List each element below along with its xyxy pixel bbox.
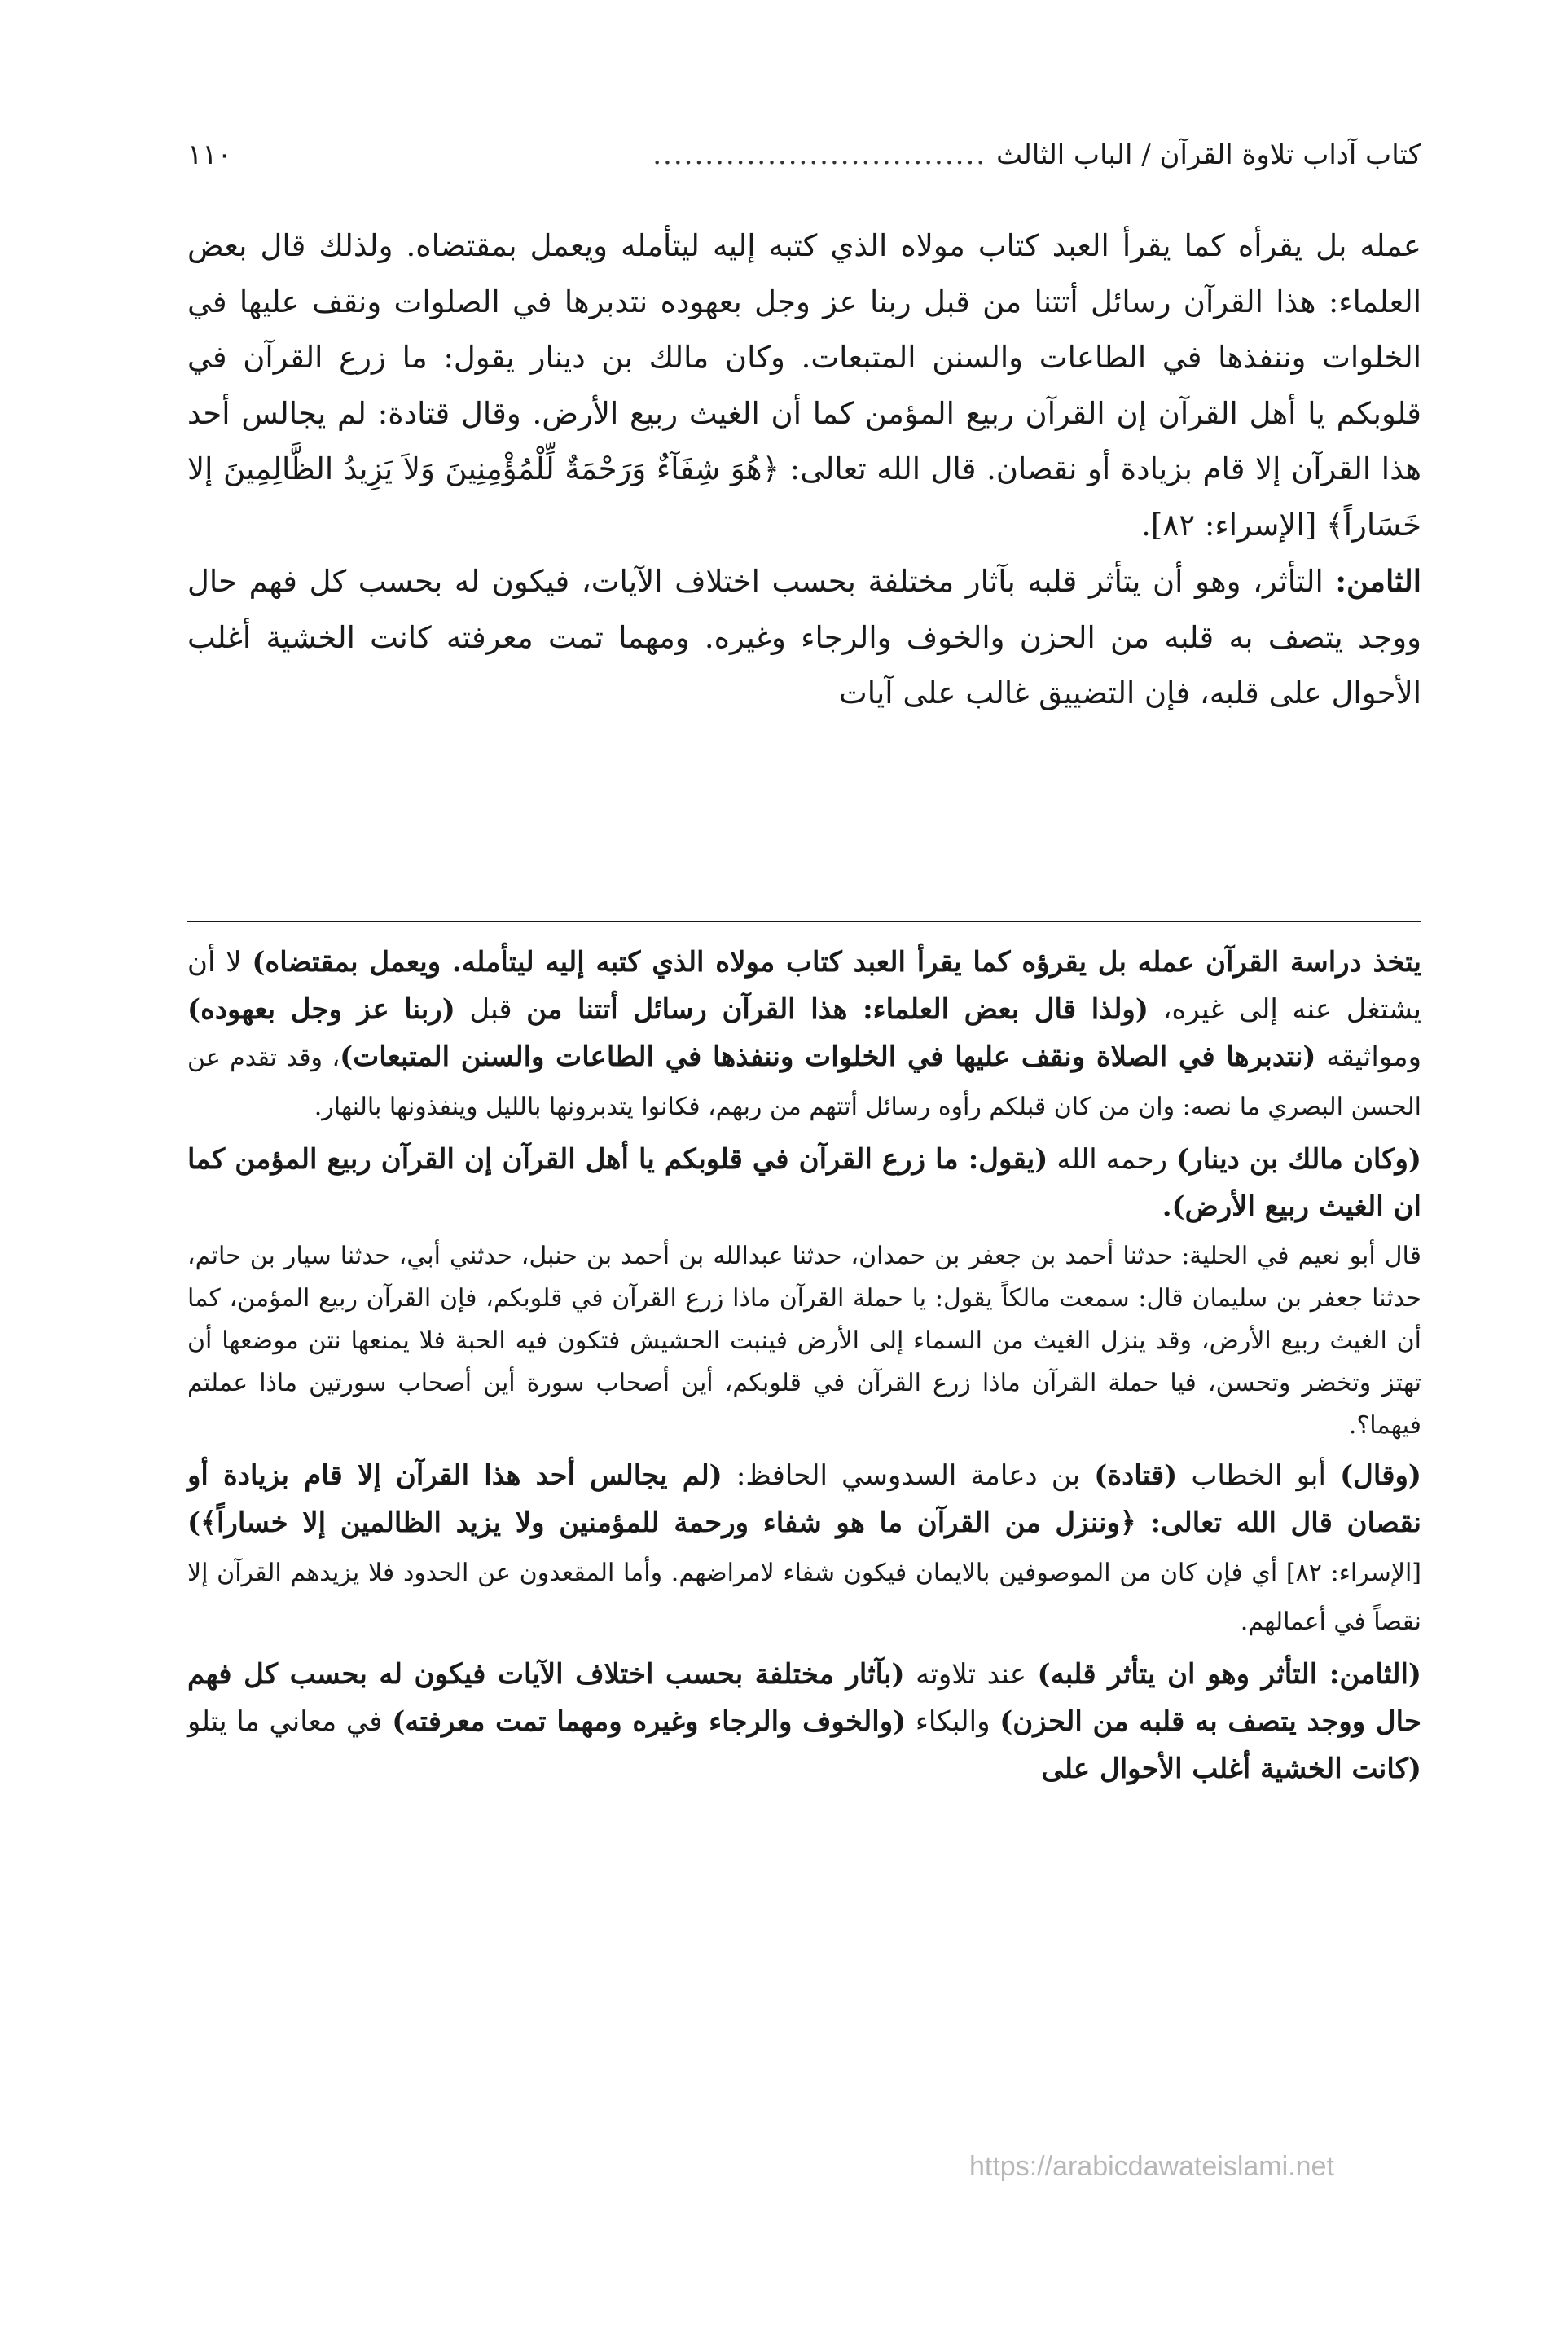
commentary-gloss: ، وقد تقدم عن الحسن البصري ما نصه: وان من كان قبلكم رأوه رسائل أتتهم من ربهم، فكانوا يتدبرونها بالليل وينفذونها بالنهار.: [187, 1044, 1421, 1121]
section-label-eighth: الثامن:: [1335, 563, 1421, 599]
commentary-paragraph-5: [187, 1651, 1421, 1793]
commentary-gloss: رحمه الله: [1048, 1143, 1177, 1176]
main-paragraph-2: [187, 553, 1421, 722]
commentary-gloss: في معاني ما يتلو: [187, 1705, 393, 1738]
commentary-quote: (لم يجالس أحد هذا القرآن إلا قام بزيادة أو نقصان قال الله تعالى: ﴿وننزل من القرآن ما هو شفاء ورحمة للمؤمنين ولا يزيد الظالمين إلا خساراً﴾): [187, 1459, 1421, 1539]
commentary-paragraph-2: [187, 1136, 1421, 1230]
book-page: [187, 122, 1421, 2175]
footnote-divider: [187, 921, 1421, 922]
commentary-quote: (وكان مالك بن دينار): [1176, 1143, 1421, 1176]
main-text: [187, 218, 1421, 722]
commentary: [187, 939, 1421, 1797]
running-title-group: [652, 139, 1421, 171]
commentary-gloss: لا أن يشتغل عنه إلى غيره،: [187, 946, 1421, 1026]
commentary-gloss: [الإسراء: ٨٢] أي فإن كان من الموصوفين بالايمان فيكون شفاء لامراضهم. وأما المقعدون عن الحدود فلا يزيدهم القرآن إلا نقصاً في أعمالهم.: [187, 1559, 1421, 1636]
commentary-quote: (الثامن: التأثر وهو ان يتأثر قلبه): [1037, 1658, 1421, 1691]
commentary-gloss: بن دعامة السدوسي الحافظ:: [722, 1459, 1095, 1492]
commentary-gloss: ومواثيقه: [1315, 1040, 1422, 1073]
commentary-quote: (قتادة): [1094, 1459, 1178, 1492]
commentary-gloss: والبكاء: [906, 1705, 1000, 1738]
commentary-quote: (والخوف والرجاء وغيره ومهما تمت معرفته): [392, 1705, 907, 1738]
commentary-quote: (بآثار مختلفة بحسب اختلاف الآيات فيكون له بحسب كل فهم حال ووجد يتصف به قلبه من الحزن): [187, 1658, 1421, 1738]
main-paragraph-2-text: التأثر، وهو أن يتأثر قلبه بآثار مختلفة بحسب اختلاف الآيات، فيكون له بحسب كل فهم حال ووجد يتصف به قلبه من الحزن والخوف والرجاء وغيره. ومهما تمت معرفته كانت الخشية أغلب الأحوال على قلبه، فإن التضييق غالب على آيات: [187, 564, 1421, 710]
commentary-quote: (كانت الخشية أغلب الأحوال على: [1041, 1753, 1421, 1785]
page-header: [187, 122, 1421, 171]
commentary-gloss: قبل: [455, 993, 527, 1026]
site-watermark: https://arabicdawateislami.net: [969, 2151, 1334, 2182]
commentary-quote: (يقول: ما زرع القرآن في قلوبكم يا أهل القرآن إن القرآن ربيع المؤمن كما ان الغيث ربيع الأرض).: [187, 1143, 1421, 1223]
commentary-quote: (ولذا قال بعض العلماء: هذا القرآن رسائل أتتنا من: [526, 993, 1149, 1026]
running-title: كتاب آداب تلاوة القرآن / الباب الثالث: [996, 139, 1421, 171]
commentary-gloss: أبو الخطاب: [1177, 1459, 1341, 1492]
commentary-quote: (ربنا عز وجل بعهوده): [187, 993, 455, 1026]
commentary-paragraph-1: [187, 939, 1421, 1131]
commentary-quote: يتخذ دراسة القرآن عمله بل يقرؤه كما يقرأ العبد كتاب مولاه الذي كتبه إليه ليتأمله. ويعمل بمقتضاه): [252, 946, 1421, 979]
commentary-quote: (نتدبرها في الصلاة ونقف عليها في الخلوات وننفذها في الطاعات والسنن المتبعات): [340, 1040, 1316, 1073]
commentary-gloss: عند تلاوته: [904, 1658, 1038, 1691]
leader-dots: ................................: [652, 139, 987, 171]
page-number: ١١٠: [187, 139, 232, 171]
commentary-paragraph-4: [187, 1452, 1421, 1646]
commentary-paragraph-3: قال أبو نعيم في الحلية: حدثنا أحمد بن جعفر بن حمدان، حدثنا عبدالله بن أحمد بن حنبل، حدثني أبي، حدثنا سيار بن حاتم، حدثنا جعفر بن سليمان قال: سمعت مالكاً يقول: يا حملة القرآن ماذا زرع القرآن في قلوبكم، فإن القرآن ربيع المؤمن، كما أن الغيث ربيع الأرض، وقد ينزل الغيث من السماء إلى الأرض فينبت الحشيش فتكون فيه الحبة فلا يمنعها نتن موضعها أن تهتز وتخضر وتحسن، فيا حملة القرآن ماذا زرع القرآن في قلوبكم، أين أصحاب سورة أين أصحاب سورتين ماذا عملتم فيهما؟.: [187, 1242, 1421, 1440]
commentary-quote: (وقال): [1340, 1459, 1421, 1492]
main-paragraph-1: عمله بل يقرأه كما يقرأ العبد كتاب مولاه الذي كتبه إليه ليتأمله ويعمل بمقتضاه. ولذلك قال بعض العلماء: هذا القرآن رسائل أتتنا من قبل ربنا عز وجل بعهوده نتدبرها في الصلوات ونقف عليها في الخلوات وننفذها في الطاعات والسنن المتبعات. وكان مالك بن دينار يقول: ما زرع القرآن في قلوبكم يا أهل القرآن إن القرآن ربيع المؤمن كما أن الغيث ربيع الأرض. وقال قتادة: لم يجالس أحد هذا القرآن إلا قام بزيادة أو نقصان. قال الله تعالى: ﴿هُوَ شِفَآءٌ وَرَحْمَةٌ لِّلْمُؤْمِنِينَ وَلاَ يَزِيدُ الظَّالِمِينَ إلا خَسَاراً﴾ [الإسراء: ٨٢].: [187, 228, 1421, 543]
